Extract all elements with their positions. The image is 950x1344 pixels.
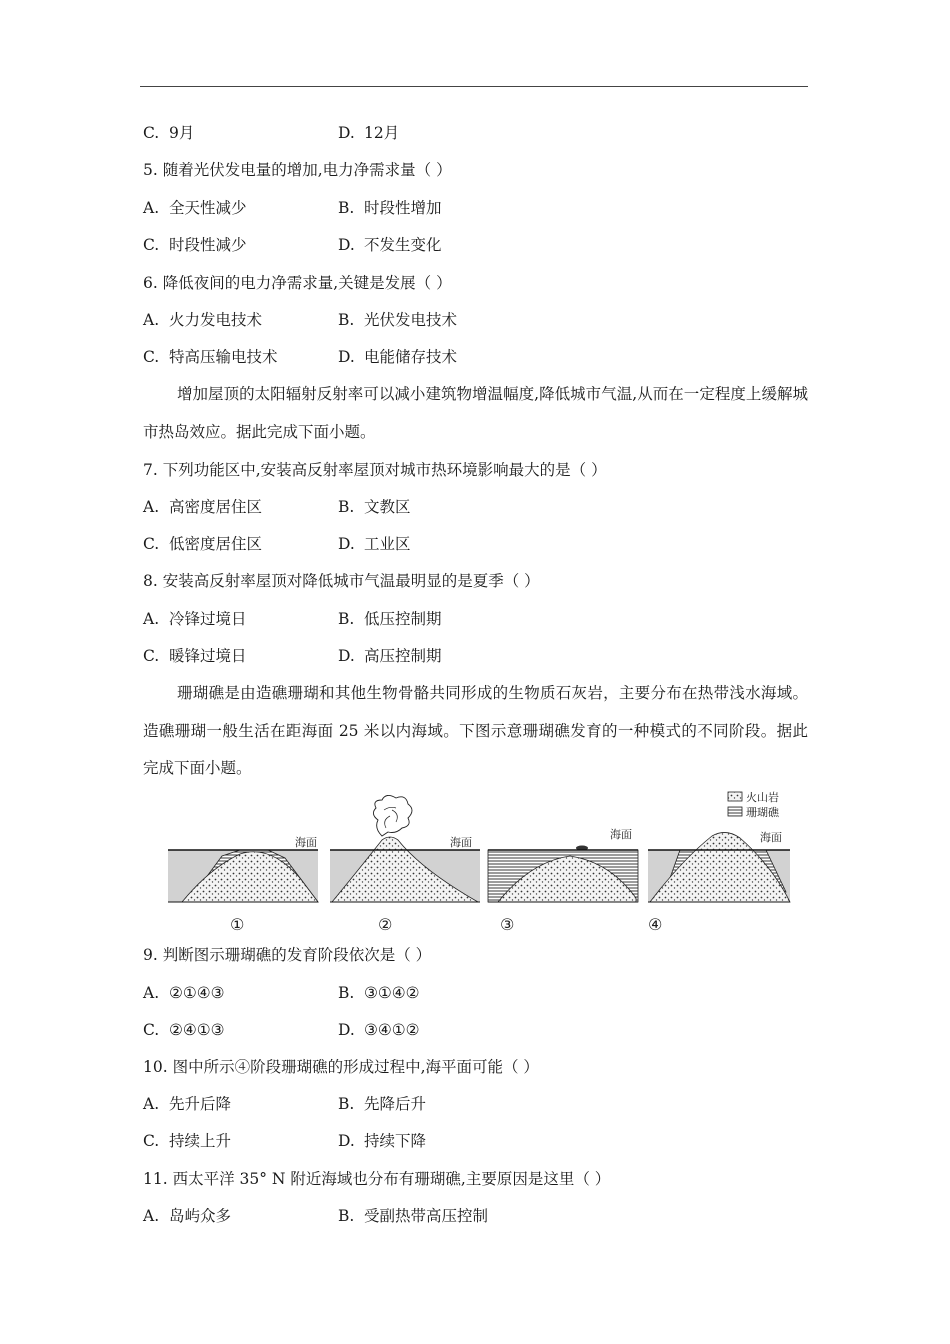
q5-option-a[interactable]: A. 全天性减少 xyxy=(143,199,247,217)
q6-option-c[interactable]: C. 特高压输电技术 xyxy=(143,348,278,366)
legend-coral-swatch xyxy=(728,807,742,816)
q9-option-d[interactable]: D. ③④①② xyxy=(338,1021,420,1039)
eruption-plume xyxy=(373,795,412,836)
q8-option-a[interactable]: A. 冷锋过境日 xyxy=(143,610,247,628)
figure-legend xyxy=(728,790,780,819)
q8-option-c[interactable]: C. 暖锋过境日 xyxy=(143,647,247,665)
q6-stem: 6. 降低夜间的电力净需求量,关键是发展（ ） xyxy=(143,274,452,292)
q8-option-d[interactable]: D. 高压控制期 xyxy=(338,647,442,665)
q6-option-b[interactable]: B. 光伏发电技术 xyxy=(338,311,458,329)
coral-reef-stages-figure xyxy=(160,788,800,938)
q9-option-a[interactable]: A. ②①④③ xyxy=(143,984,225,1002)
q11-stem: 11. 西太平洋 35° N 附近海域也分布有珊瑚礁,主要原因是这里（ ） xyxy=(143,1170,611,1188)
passage-coral-reef: 珊瑚礁是由造礁珊瑚和其他生物骨骼共同形成的生物质石灰岩，主要分布在热带浅水海域。造礁珊瑚一般生活在距海面 25 米以内海域。下图示意珊瑚礁发育的一种模式的不同阶段。据此完成下面小题。 xyxy=(143,684,808,777)
q7-option-b[interactable]: B. 文教区 xyxy=(338,498,411,516)
q10-option-b[interactable]: B. 先降后升 xyxy=(338,1095,427,1113)
q10-option-d[interactable]: D. 持续下降 xyxy=(338,1132,427,1150)
legend-volcanic-label: 火山岩 xyxy=(746,791,779,804)
q11-option-a[interactable]: A. 岛屿众多 xyxy=(143,1207,232,1225)
panel1-sea-label: 海面 xyxy=(295,836,317,849)
q9-stem: 9. 判断图示珊瑚礁的发育阶段依次是（ ） xyxy=(143,946,432,964)
q7-option-d[interactable]: D. 工业区 xyxy=(338,535,411,553)
q5-option-c[interactable]: C. 时段性减少 xyxy=(143,236,247,254)
q7-option-c[interactable]: C. 低密度居住区 xyxy=(143,535,263,553)
panel4-sea-label: 海面 xyxy=(760,831,782,844)
q7-option-a[interactable]: A. 高密度居住区 xyxy=(143,498,263,516)
q8-stem: 8. 安装高反射率屋顶对降低城市气温最明显的是夏季（ ） xyxy=(143,572,540,590)
stage-panel-3 xyxy=(488,827,638,934)
q11-option-b[interactable]: B. 受副热带高压控制 xyxy=(338,1207,489,1225)
q8-option-b[interactable]: B. 低压控制期 xyxy=(338,610,442,628)
q7-stem: 7. 下列功能区中,安装高反射率屋顶对城市热环境影响最大的是（ ） xyxy=(143,461,607,479)
q9-option-c[interactable]: C. ②④①③ xyxy=(143,1021,225,1039)
q10-option-c[interactable]: C. 持续上升 xyxy=(143,1132,232,1150)
legend-volcanic-swatch xyxy=(728,792,742,801)
q6-option-a[interactable]: A. 火力发电技术 xyxy=(143,311,263,329)
stage-panel-1 xyxy=(168,835,318,934)
stage-label-4: ④ xyxy=(648,915,663,934)
q5-option-b[interactable]: B. 时段性增加 xyxy=(338,199,442,217)
stage-panel-4 xyxy=(648,830,790,934)
stage-panel-2 xyxy=(330,795,480,934)
q4-option-d[interactable]: D. 12月 xyxy=(338,124,400,142)
legend-coral-label: 珊瑚礁 xyxy=(746,806,779,819)
q6-option-d[interactable]: D. 电能储存技术 xyxy=(338,348,458,366)
panel2-sea-label: 海面 xyxy=(450,836,472,849)
stage-label-3: ③ xyxy=(500,915,515,934)
passage-heat-island: 增加屋顶的太阳辐射反射率可以减小建筑物增温幅度,降低城市气温,从而在一定程度上缓解城市热岛效应。据此完成下面小题。 xyxy=(143,385,808,441)
stage-label-2: ② xyxy=(378,915,393,934)
q9-option-b[interactable]: B. ③①④② xyxy=(338,984,420,1002)
q10-stem: 10. 图中所示④阶段珊瑚礁的形成过程中,海平面可能（ ） xyxy=(143,1058,539,1076)
q10-option-a[interactable]: A. 先升后降 xyxy=(143,1095,232,1113)
stage-label-1: ① xyxy=(230,915,245,934)
q4-option-c[interactable]: C. 9月 xyxy=(143,124,195,142)
header-rule xyxy=(140,86,808,87)
q5-stem: 5. 随着光伏发电量的增加,电力净需求量（ ） xyxy=(143,161,452,179)
q5-option-d[interactable]: D. 不发生变化 xyxy=(338,236,442,254)
panel3-sea-label: 海面 xyxy=(610,828,632,841)
